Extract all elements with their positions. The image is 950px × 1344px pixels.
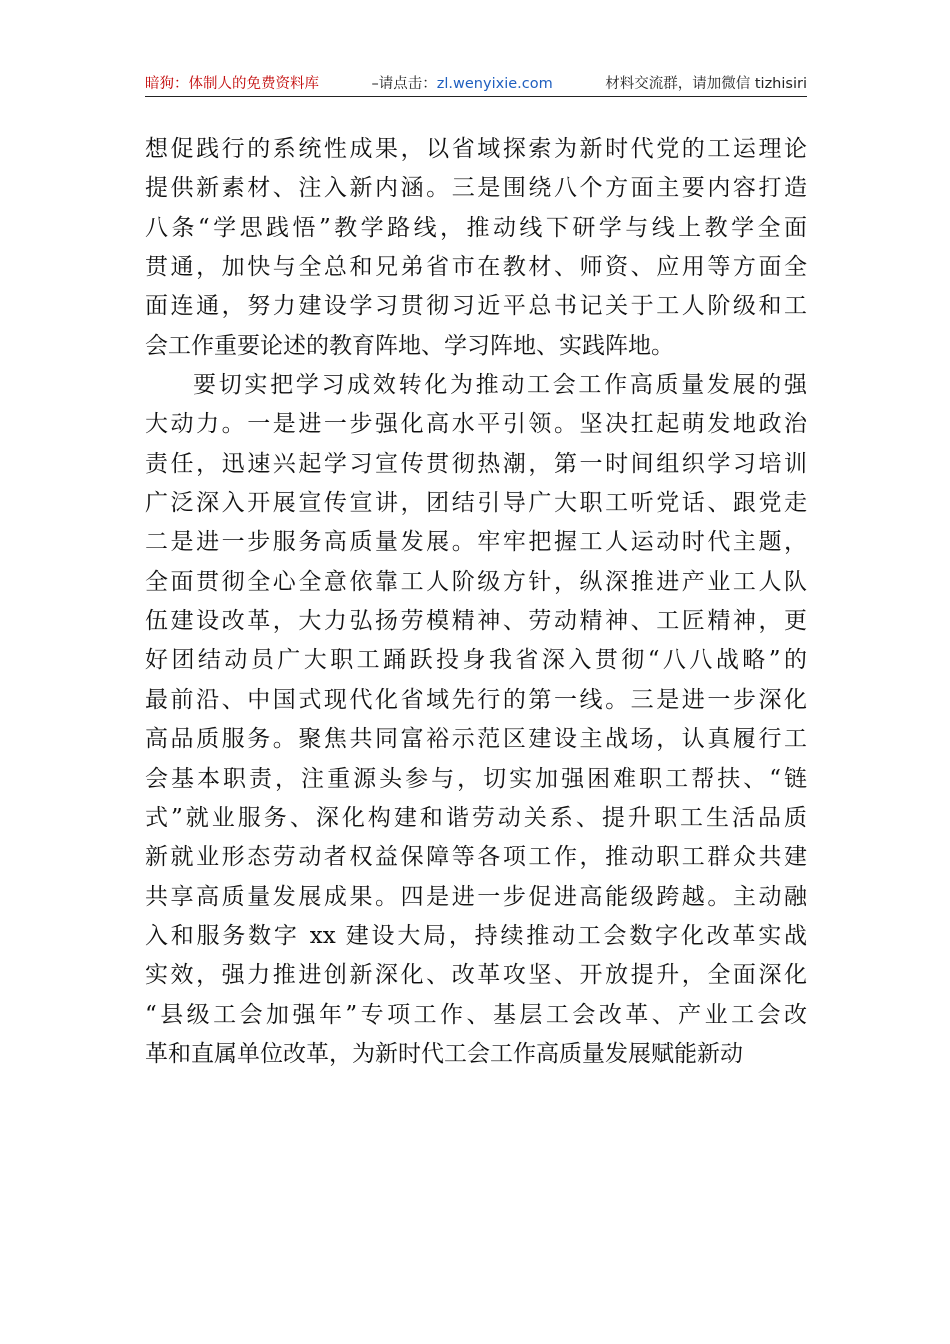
page-header — [145, 70, 807, 94]
document-body — [145, 130, 807, 1074]
header-group-note: 材料交流群，请加微信 tizhisiri — [605, 75, 807, 92]
text-line: 会基本职责，注重源头参与，切实加强困难职工帮扶、“链 — [145, 765, 807, 792]
paragraph — [145, 366, 807, 1074]
text-line: 新就业形态劳动者权益保障等各项工作，推动职工群众共建 — [145, 844, 807, 871]
text-line: 广泛深入开展宣传宣讲，团结引导广大职工听党话、跟党走 — [145, 490, 807, 517]
text-line: 提供新素材、注入新内涵。三是围绕八个方面主要内容打造 — [145, 175, 807, 202]
text-line: “县级工会加强年”专项工作、基层工会改革、产业工会改 — [145, 1001, 807, 1028]
text-line: 实效，强力推进创新深化、改革攻坚、开放提升，全面深化 — [145, 962, 807, 989]
text-line: 式”就业服务、深化构建和谐劳动关系、提升职工生活品质 — [145, 804, 807, 831]
paragraph — [145, 130, 807, 366]
text-line: 大动力。一是进一步强化高水平引领。坚决扛起萌发地政治 — [145, 411, 807, 438]
text-line: 好团结动员广大职工踊跃投身我省深入贯彻“八八战略”的 — [145, 647, 807, 674]
text-line: 贯通，加快与全总和兄弟省市在教材、师资、应用等方面全 — [145, 254, 807, 281]
text-line: 八条“学思践悟”教学路线，推动线下研学与线上教学全面 — [145, 214, 807, 241]
text-line: 想促践行的系统性成果，以省域探索为新时代党的工运理论 — [145, 136, 807, 162]
text-line: 会工作重要论述的教育阵地、学习阵地、实践阵地。 — [145, 332, 674, 359]
header-click-label: –请点击： — [371, 75, 437, 92]
text-line: 革和直属单位改革，为新时代工会工作高质量发展赋能新动 — [145, 1040, 743, 1067]
text-line: 伍建设改革，大力弘扬劳模精神、劳动精神、工匠精神，更 — [145, 608, 807, 635]
text-line: 责任，迅速兴起学习宣传贯彻热潮，第一时间组织学习培训 — [145, 450, 807, 477]
text-line: 入和服务数字 xx 建设大局，持续推动工会数字化改革实战 — [145, 922, 807, 949]
header-link[interactable]: zl.wenyixie.com — [436, 75, 553, 92]
text-line: 全面贯彻全心全意依靠工人阶级方针，纵深推进产业工人队 — [145, 568, 807, 595]
text-line: 面连通，努力建设学习贯彻习近平总书记关于工人阶级和工 — [145, 293, 807, 320]
text-line: 最前沿、中国式现代化省域先行的第一线。三是进一步深化 — [145, 686, 807, 713]
text-line: 共享高质量发展成果。四是进一步促进高能级跨越。主动融 — [145, 883, 807, 910]
text-line: 二是进一步服务高质量发展。牢牢把握工人运动时代主题， — [145, 529, 807, 556]
text-line: 高品质服务。聚焦共同富裕示范区建设主战场，认真履行工 — [145, 726, 807, 753]
header-divider — [145, 96, 807, 97]
header-brand: 暗狗：体制人的免费资料库 — [145, 75, 319, 92]
text-line: 要切实把学习成效转化为推动工会工作高质量发展的强 — [193, 372, 807, 399]
